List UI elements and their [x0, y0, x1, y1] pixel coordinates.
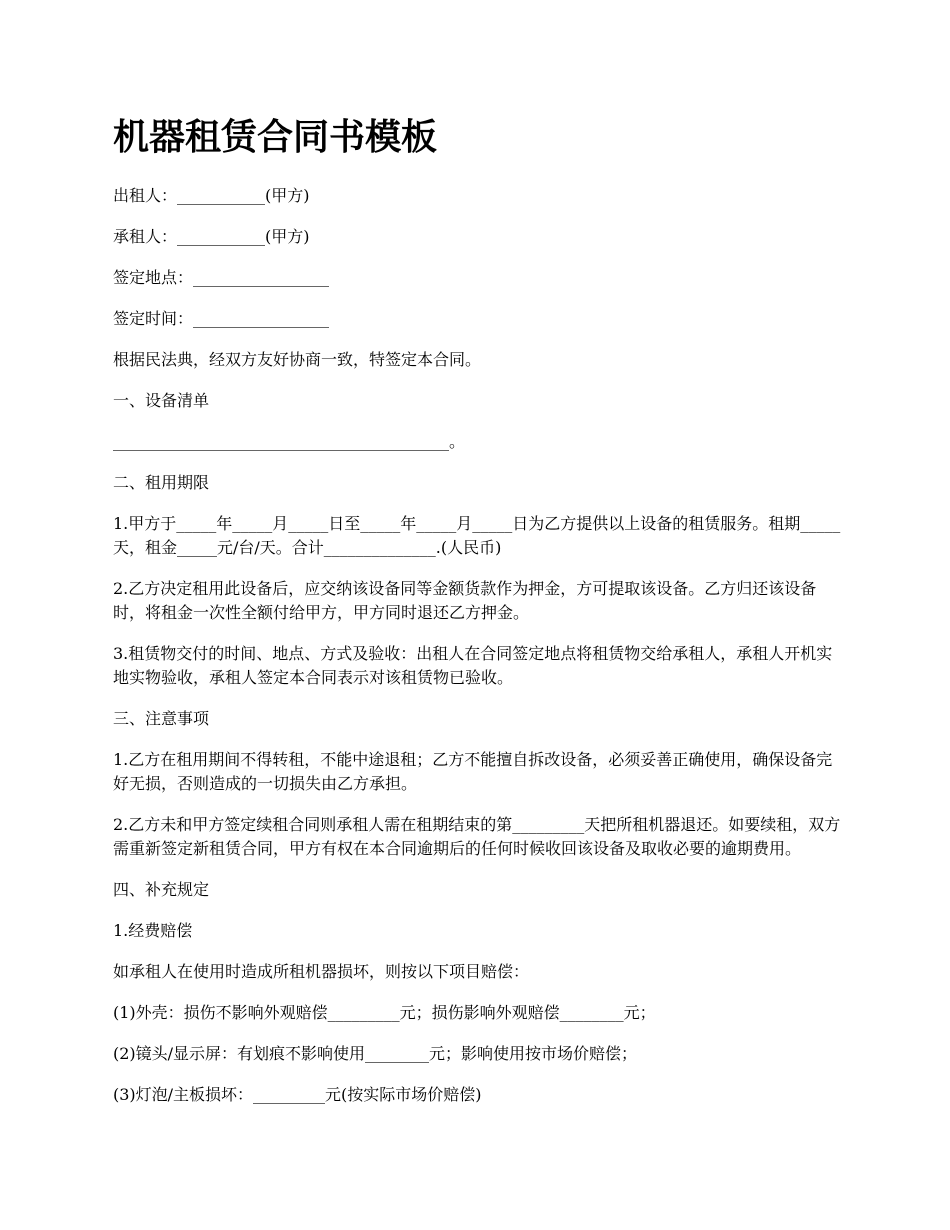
- equipment-blank-line: __________________________________________。: [113, 432, 466, 451]
- compensation-item-1: (1)外壳：损伤不影响外观赔偿_________元；损伤影响外观赔偿________元；: [113, 1003, 656, 1022]
- section-heading-supplement: 四、补充规定: [113, 880, 210, 899]
- signing-place-line: 签定地点：_________________: [113, 268, 330, 287]
- compensation-intro: 如承租人在使用时造成所租机器损坏，则按以下项目赔偿：: [113, 962, 530, 981]
- term-clause-3: 3.租赁物交付的时间、地点、方式及验收：出租人在合同签定地点将租赁物交给承租人，承租人开机实地实物验收，承租人签定本合同表示对该租赁物已验收。: [113, 644, 833, 687]
- document-page: [113, 112, 843, 1124]
- lessee-line: 承租人：___________(甲方): [113, 227, 310, 246]
- term-clause-2: 2.乙方决定租用此设备后，应交纳该设备同等金额货款作为押金，方可提取该设备。乙方归还该设备时，将租金一次性全额付给甲方，甲方同时退还乙方押金。: [113, 579, 817, 622]
- notes-clause-2: 2.乙方未和甲方签定续租合同则承租人需在租期结束的第_________天把所租机器退还。如要续租，双方需重新签定新租赁合同，甲方有权在本合同逾期后的任何时候收回该设备及取收必要的逾期费用。: [113, 815, 841, 858]
- section-heading-term: 二、租用期限: [113, 473, 210, 492]
- section-heading-notes: 三、注意事项: [113, 709, 210, 728]
- term-clause-1: 1.甲方于_____年_____月_____日至_____年_____月_____日为乙方提供以上设备的租赁服务。租期_____天，租金_____元/台/天。合计______________.(人民币): [113, 514, 841, 557]
- notes-clause-1: 1.乙方在租用期间不得转租，不能中途退租；乙方不能擅自拆改设备，必须妥善正确使用，确保设备完好无损，否则造成的一切损失由乙方承担。: [113, 750, 833, 793]
- compensation-item-3: (3)灯泡/主板损坏：_________元(按实际市场价赔偿): [113, 1085, 482, 1104]
- lessor-line: 出租人：___________(甲方): [113, 186, 310, 205]
- compensation-item-2: (2)镜头/显示屏：有划痕不影响使用________元；影响使用按市场价赔偿；: [113, 1044, 638, 1063]
- supplement-subheading-compensation: 1.经费赔偿: [113, 921, 193, 940]
- preamble: 根据民法典，经双方友好协商一致，特签定本合同。: [113, 350, 482, 369]
- document-title: 机器租赁合同书模板: [113, 117, 438, 158]
- signing-time-line: 签定时间：_________________: [113, 309, 330, 328]
- section-heading-equipment: 一、设备清单: [113, 391, 210, 410]
